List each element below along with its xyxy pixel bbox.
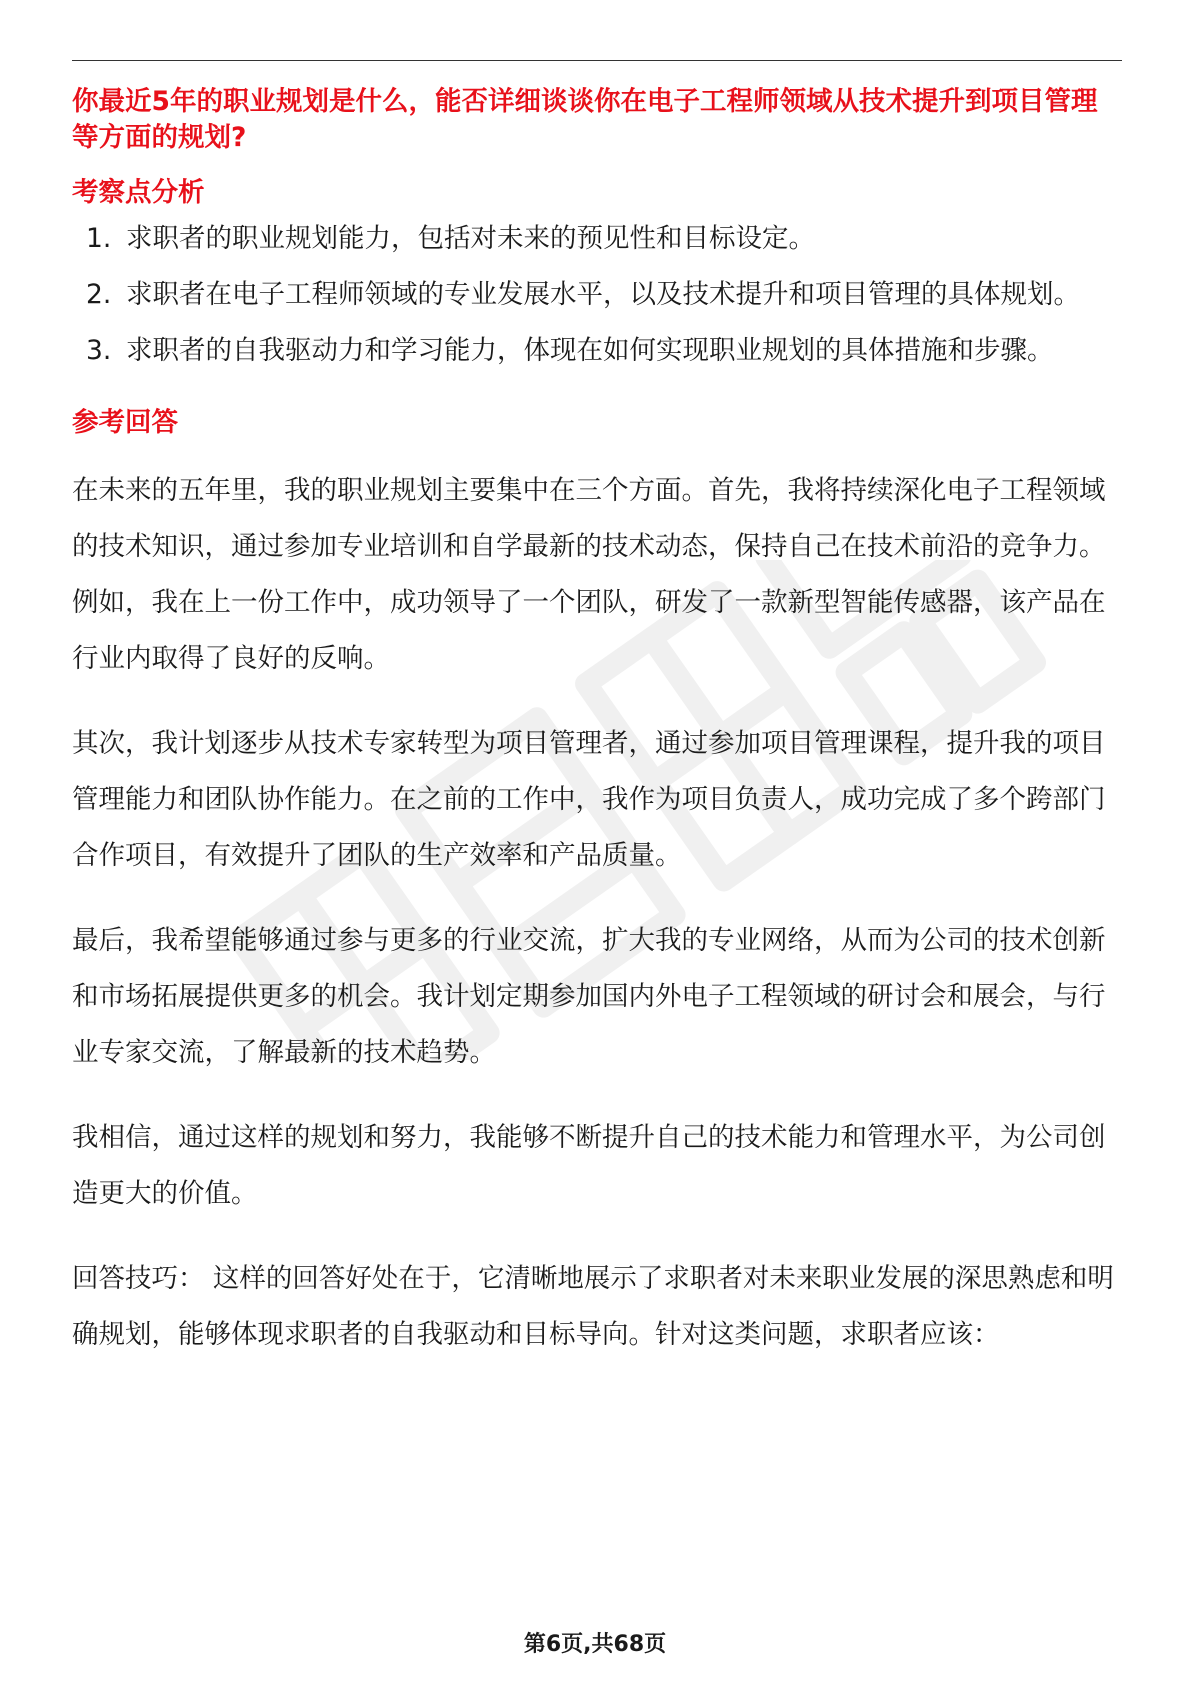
header-rule [72, 60, 1122, 61]
answer-paragraph: 最后，我希望能够通过参与更多的行业交流，扩大我的专业网络，从而为公司的技术创新和市场拓展提供更多的机会。我计划定期参加国内外电子工程领域的研讨会和展会，与行业专家交流，了解最新的技术趋势。 [72, 925, 1106, 1068]
list-item [72, 211, 1122, 267]
answer-paragraph: 我相信，通过这样的规划和努力，我能够不断提升自己的技术能力和管理水平，为公司创造更大的价值。 [72, 1122, 1106, 1209]
list-number: 3. [86, 335, 112, 366]
list-item-text: 求职者的自我驱动力和学习能力，体现在如何实现职业规划的具体措施和步骤。 [126, 335, 1054, 366]
answer-heading: 参考回答 [72, 407, 178, 438]
list-item-text: 求职者在电子工程师领域的专业发展水平，以及技术提升和项目管理的具体规划。 [126, 279, 1080, 310]
document-body [72, 76, 1122, 1363]
answer-paragraph: 在未来的五年里，我的职业规划主要集中在三个方面。首先，我将持续深化电子工程领域的技术知识，通过参加专业培训和自学最新的技术动态，保持自己在技术前沿的竞争力。例如，我在上一份工作中，成功领导了一个团队，研发了一款新型智能传感器，该产品在行业内取得了良好的反响。 [72, 475, 1106, 674]
question-title: 你最近5年的职业规划是什么，能否详细谈谈你在电子工程师领域从技术提升到项目管理等方面的规划? [72, 86, 1098, 153]
analysis-list [72, 211, 1122, 379]
list-number: 1. [86, 223, 112, 254]
list-item [72, 323, 1122, 379]
answer-tips: 回答技巧： 这样的回答好处在于，它清晰地展示了求职者对未来职业发展的深思熟虑和明确规划，能够体现求职者的自我驱动和目标导向。针对这类问题，求职者应该： [72, 1263, 1114, 1350]
list-item [72, 267, 1122, 323]
page-number: 第6页,共68页 [523, 1632, 667, 1657]
list-item-text: 求职者的职业规划能力，包括对未来的预见性和目标设定。 [126, 223, 815, 254]
analysis-heading: 考察点分析 [72, 177, 205, 208]
list-number: 2. [86, 279, 112, 310]
answer-paragraph: 其次，我计划逐步从技术专家转型为项目管理者，通过参加项目管理课程，提升我的项目管理能力和团队协作能力。在之前的工作中，我作为项目负责人，成功完成了多个跨部门合作项目，有效提升了团队的生产效率和产品质量。 [72, 728, 1106, 871]
